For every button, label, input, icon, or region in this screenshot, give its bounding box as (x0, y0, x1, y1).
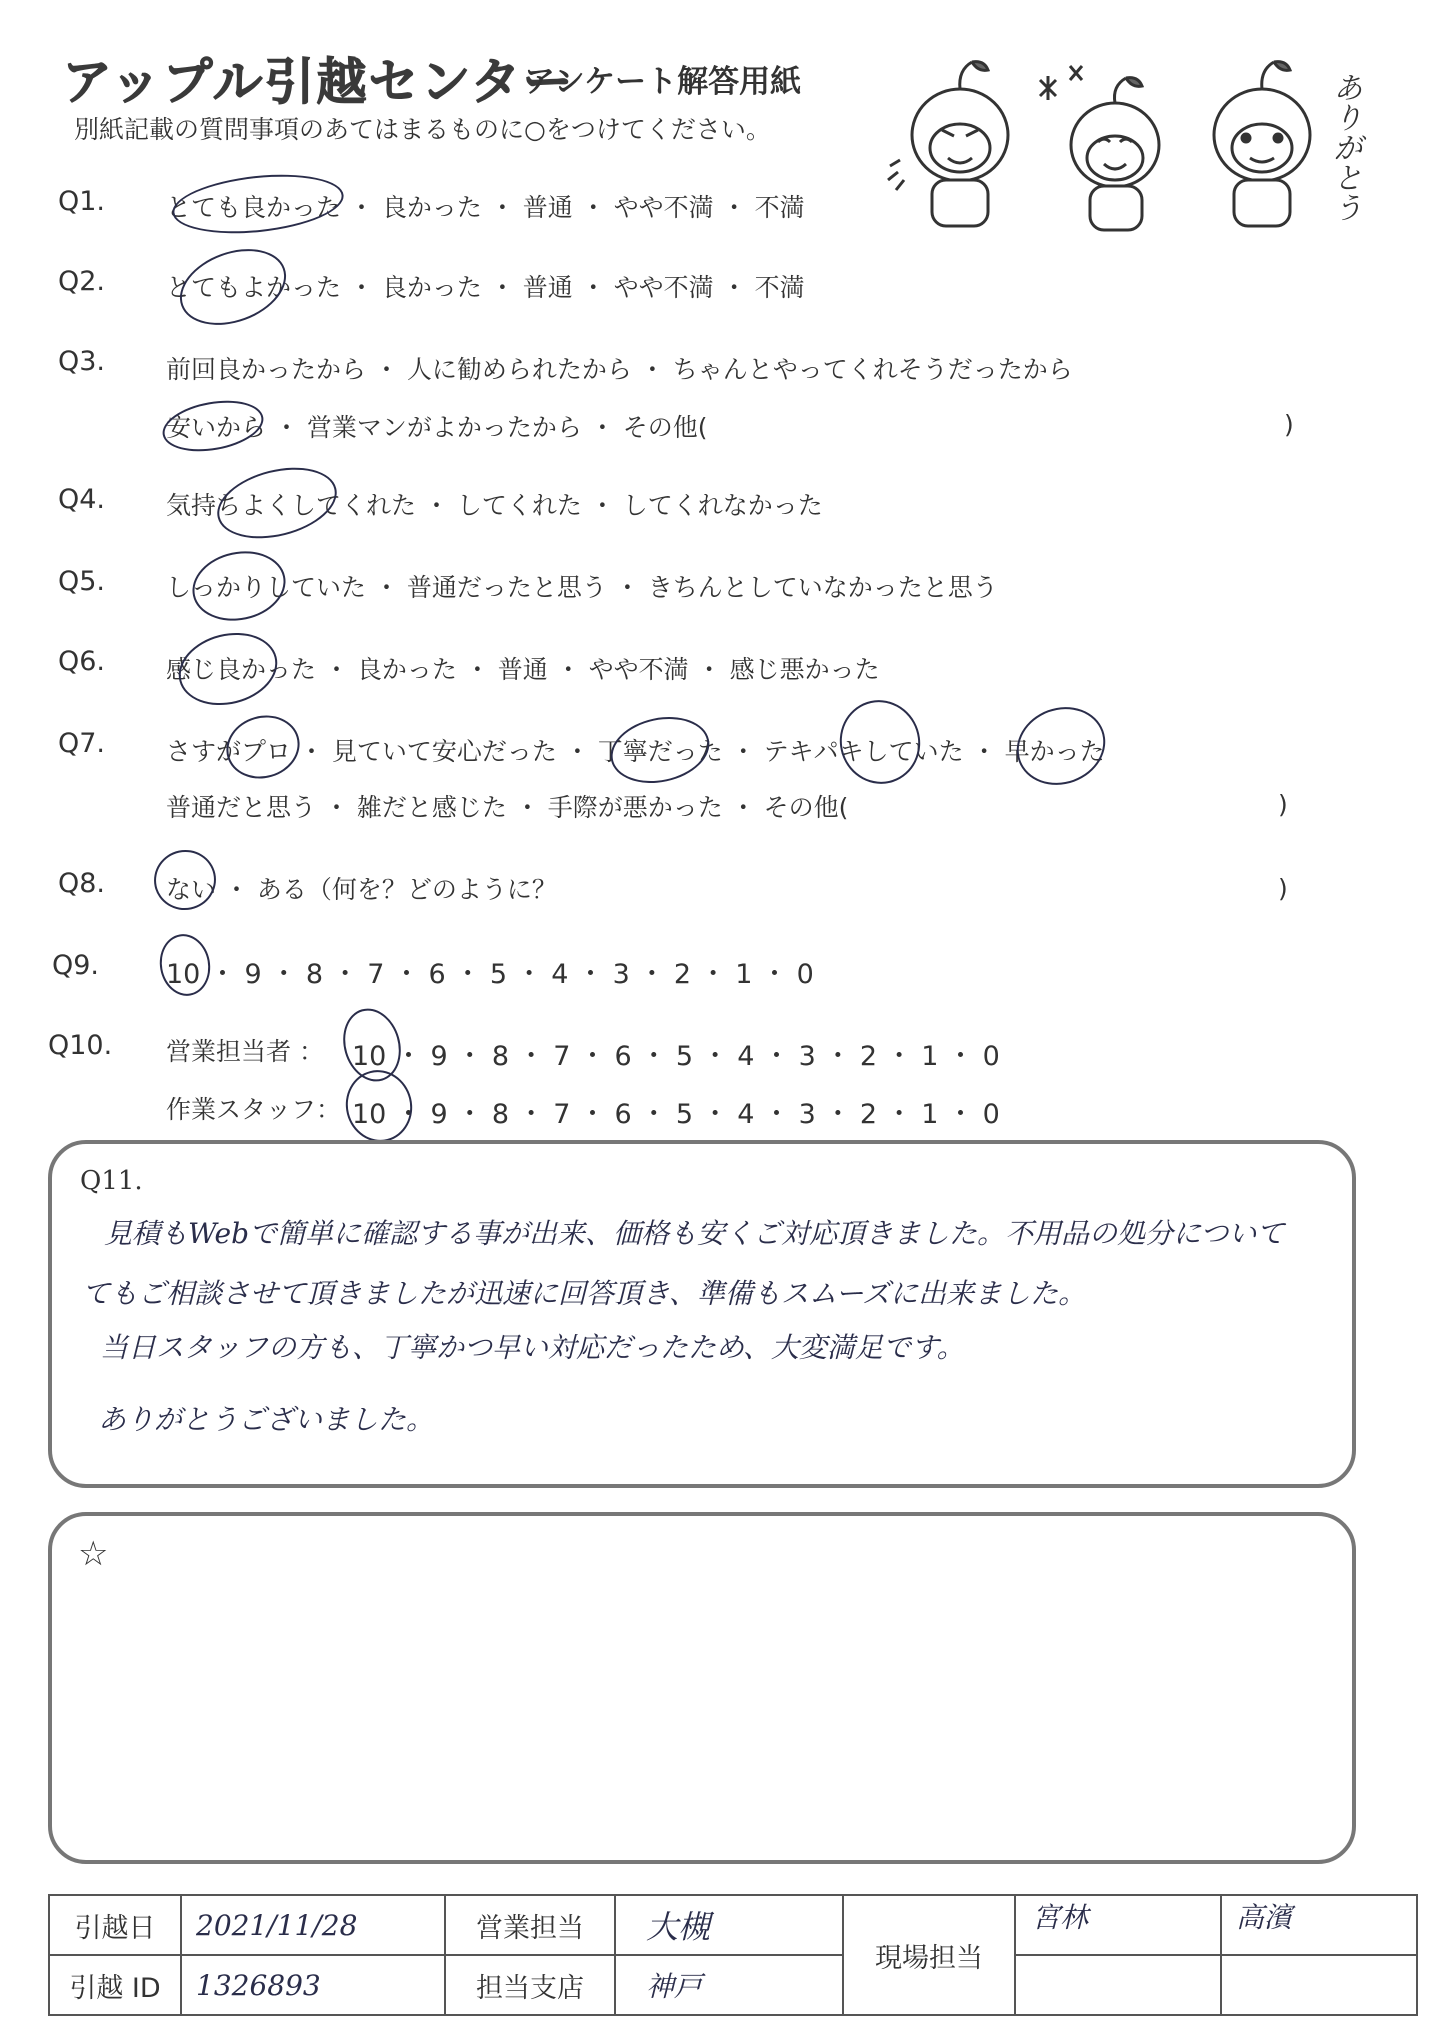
q7-answer-circle-1 (219, 707, 307, 787)
q6-answer-circle (171, 623, 285, 715)
move-date-label: 引越日 (49, 1895, 181, 1955)
q8-label: Q8. (58, 868, 106, 899)
q10-staff-label: 作業スタッフ： (166, 1095, 342, 1124)
site-person-2-value: 高濱 (1221, 1895, 1417, 1955)
site-empty-cell-1 (1015, 1955, 1221, 2015)
q7-answer-circle-2 (604, 708, 715, 791)
sales-label: 営業担当 (445, 1895, 615, 1955)
q9-label: Q9. (52, 950, 100, 981)
q11-comment-line-1: 見積もWebで簡単に確認する事が出来、価格も安くご対応頂きました。不用品の処分について (104, 1217, 1285, 1250)
q3-answer-circle (159, 394, 268, 459)
q5-answer-circle (186, 543, 292, 629)
q2-answer-circle (169, 235, 296, 338)
q7-line2: 普通だと思う ・ 雑だと感じた ・ 手際が悪かった ・ その他( (166, 793, 849, 822)
q3-label: Q3. (58, 346, 106, 377)
star-icon: ☆ (78, 1534, 109, 1574)
sales-person-value: 大槻 (615, 1895, 843, 1955)
site-label: 現場担当 (843, 1895, 1015, 2015)
q10-sales-options: 10 ・ 9 ・ 8 ・ 7 ・ 6 ・ 5 ・ 4 ・ 3 ・ 2 ・ 1 ・ 0 (352, 1041, 1000, 1072)
q6-options: 感じ良かった ・ 良かった ・ 普通 ・ やや不満 ・ 感じ悪かった (166, 655, 880, 684)
q7-close-paren: ) (1278, 790, 1288, 819)
q9-options: 10 ・ 9 ・ 8 ・ 7 ・ 6 ・ 5 ・ 4 ・ 3 ・ 2 ・ 1 ・ 0 (166, 959, 814, 990)
mascot-illustration (880, 40, 1360, 240)
company-title: アップル引越センター (62, 53, 575, 111)
q3-line2: 安いから ・ 営業マンがよかったから ・ その他( (166, 413, 708, 442)
move-date-value: 2021/11/28 (181, 1895, 445, 1955)
site-person-1-value: 宮林 (1015, 1895, 1221, 1955)
q10-staff-options: 10 ・ 9 ・ 8 ・ 7 ・ 6 ・ 5 ・ 4 ・ 3 ・ 2 ・ 1 ・ 0 (352, 1099, 1000, 1130)
q6-label: Q6. (58, 646, 106, 677)
q3-close-paren: ) (1284, 410, 1294, 439)
q7-line1: さすがプロ ・ 見ていて安心だった ・ 丁寧だった ・ テキパキしていた ・ 早かった (166, 737, 1105, 766)
q10-label: Q10. (48, 1030, 113, 1061)
q1-answer-circle (170, 167, 347, 241)
q11-comment-line-3: 当日スタッフの方も、丁寧かつ早い対応だったため、大変満足です。 (100, 1331, 965, 1364)
q11-label: Q11. (80, 1166, 143, 1196)
branch-value: 神戸 (615, 1955, 843, 2015)
q4-label: Q4. (58, 484, 106, 515)
monkey-mascots-icon (880, 40, 1360, 240)
move-id-value: 1326893 (181, 1955, 445, 2015)
thanks-text: ありがとう (1327, 72, 1362, 222)
q10-staff-answer-circle (338, 1063, 419, 1149)
q11-comment-line-2: てもご相談させて頂きましたが迅速に回答頂き、準備もスムーズに出来ました。 (82, 1277, 1087, 1310)
q5-options: しっかりしていた ・ 普通だったと思う ・ きちんとしていなかったと思う (166, 573, 998, 602)
form-subtitle: アンケート解答用紙 (524, 64, 802, 100)
q1-options: とても良かった ・ 良かった ・ 普通 ・ やや不満 ・ 不満 (166, 193, 805, 222)
footer-table (48, 1894, 1418, 2016)
q3-line1: 前回良かったから ・ 人に勧められたから ・ ちゃんとやってくれそうだったから (166, 355, 1073, 384)
q8-close-paren: ) (1278, 874, 1288, 903)
q11-comment-line-4: ありがとうございました。 (98, 1403, 435, 1436)
q10-sales-label: 営業担当者 ： (166, 1037, 324, 1066)
q1-label: Q1. (58, 186, 106, 217)
q7-answer-circle-4 (1006, 695, 1117, 797)
q4-options: 気持ちよくしてくれた ・ してくれた ・ してくれなかった (166, 491, 823, 520)
branch-label: 担当支店 (445, 1955, 615, 2015)
site-empty-cell-2 (1221, 1955, 1417, 2015)
q2-options: とてもよかった ・ 良かった ・ 普通 ・ やや不満 ・ 不満 (166, 273, 805, 302)
q4-answer-circle (210, 456, 344, 550)
move-id-label: 引越 ID (49, 1955, 181, 2015)
q5-label: Q5. (58, 566, 106, 597)
instruction-text: 別紙記載の質問事項のあてはまるものに○をつけてください。 (74, 115, 771, 144)
q7-label: Q7. (58, 728, 106, 759)
q7-answer-circle-3 (829, 690, 931, 795)
q2-label: Q2. (58, 266, 106, 297)
q8-options: ない ・ ある（何を？どのように？ (166, 875, 557, 904)
star-box (48, 1512, 1356, 1864)
